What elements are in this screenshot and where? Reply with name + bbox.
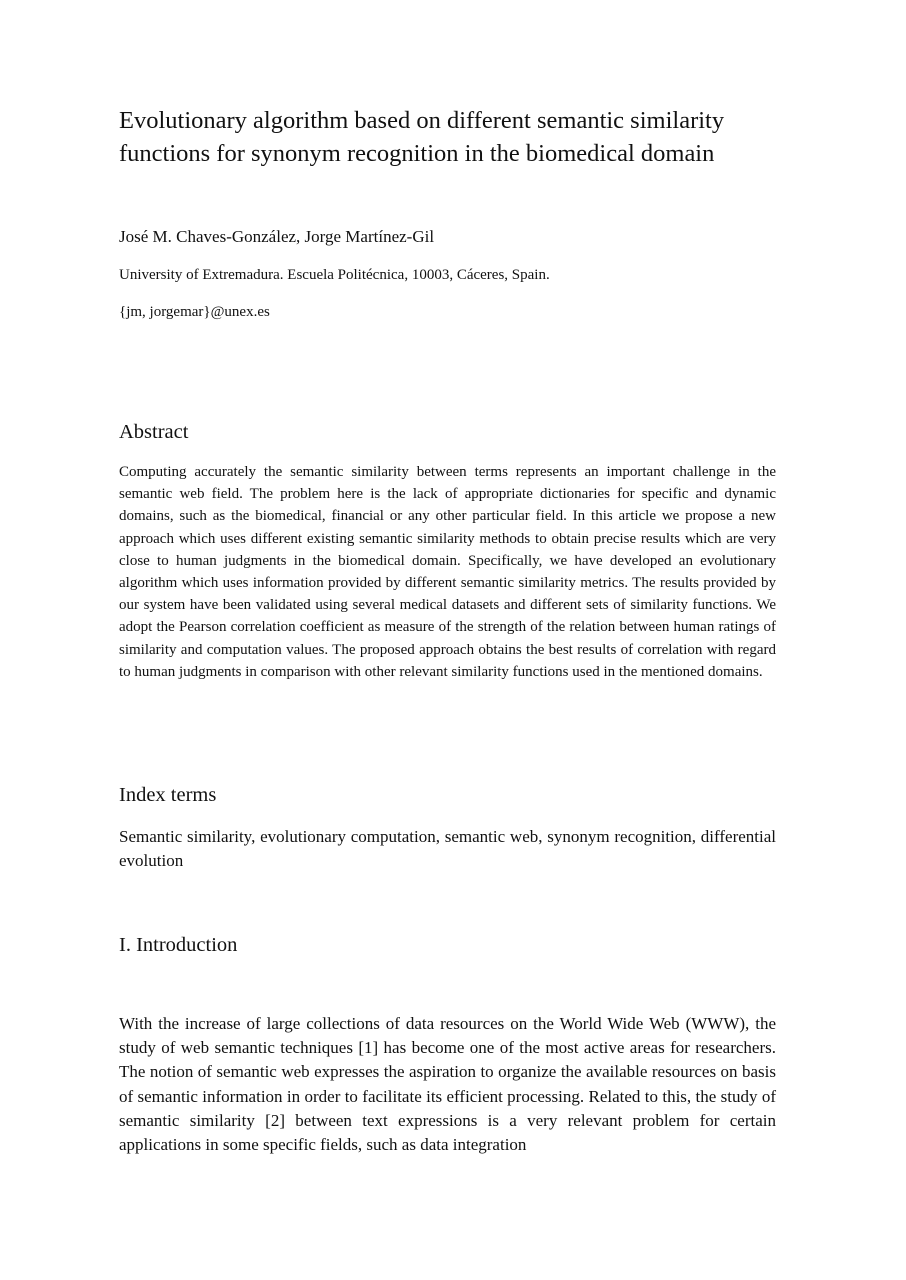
index-terms-heading: Index terms	[119, 784, 217, 806]
index-terms-text: Semantic similarity, evolutionary computation, semantic web, synonym recognition, differential evolution	[119, 827, 776, 870]
author-list: José M. Chaves-González, Jorge Martínez-Gil	[119, 227, 435, 246]
introduction-heading: I. Introduction	[119, 934, 238, 956]
contact-email: {jm, jorgemar}@unex.es	[119, 304, 270, 320]
introduction-text: With the increase of large collections of data resources on the World Wide Web (WWW), the study of web semantic techniques [1] has become one of the most active areas for researchers. The notion of semantic web expresses the aspiration to organize the available resources on basis of semantic information in order to facilitate its efficient processing. Related to this, the study of semantic similarity [2] between text expressions is a very relevant problem for certain applications in some specific fields, such as data integration	[119, 1014, 776, 1155]
abstract-heading: Abstract	[119, 421, 189, 443]
abstract-text: Computing accurately the semantic similarity between terms represents an important challenge in the semantic web field. The problem here is the lack of appropriate dictionaries for specific and dynamic domains, such as the biomedical, financial or any other particular field. In this article we propose a new approach which uses different existing semantic similarity methods to obtain precise results which are very close to human judgments in the biomedical domain. Specifically, we have developed an evolutionary algorithm which uses information provided by different semantic similarity metrics. The results provided by our system have been validated using several medical datasets and different sets of similarity functions. We adopt the Pearson correlation coefficient as measure of the strength of the relation between human ratings of similarity and computation values. The proposed approach obtains the best results of correlation with regard to human judgments in comparison with other relevant similarity functions used in the mentioned domains.	[119, 464, 776, 680]
affiliation: University of Extremadura. Escuela Politécnica, 10003, Cáceres, Spain.	[119, 267, 550, 283]
paper-title: Evolutionary algorithm based on different semantic similarity functions for synonym recognition in the biomedical domain	[119, 107, 725, 167]
